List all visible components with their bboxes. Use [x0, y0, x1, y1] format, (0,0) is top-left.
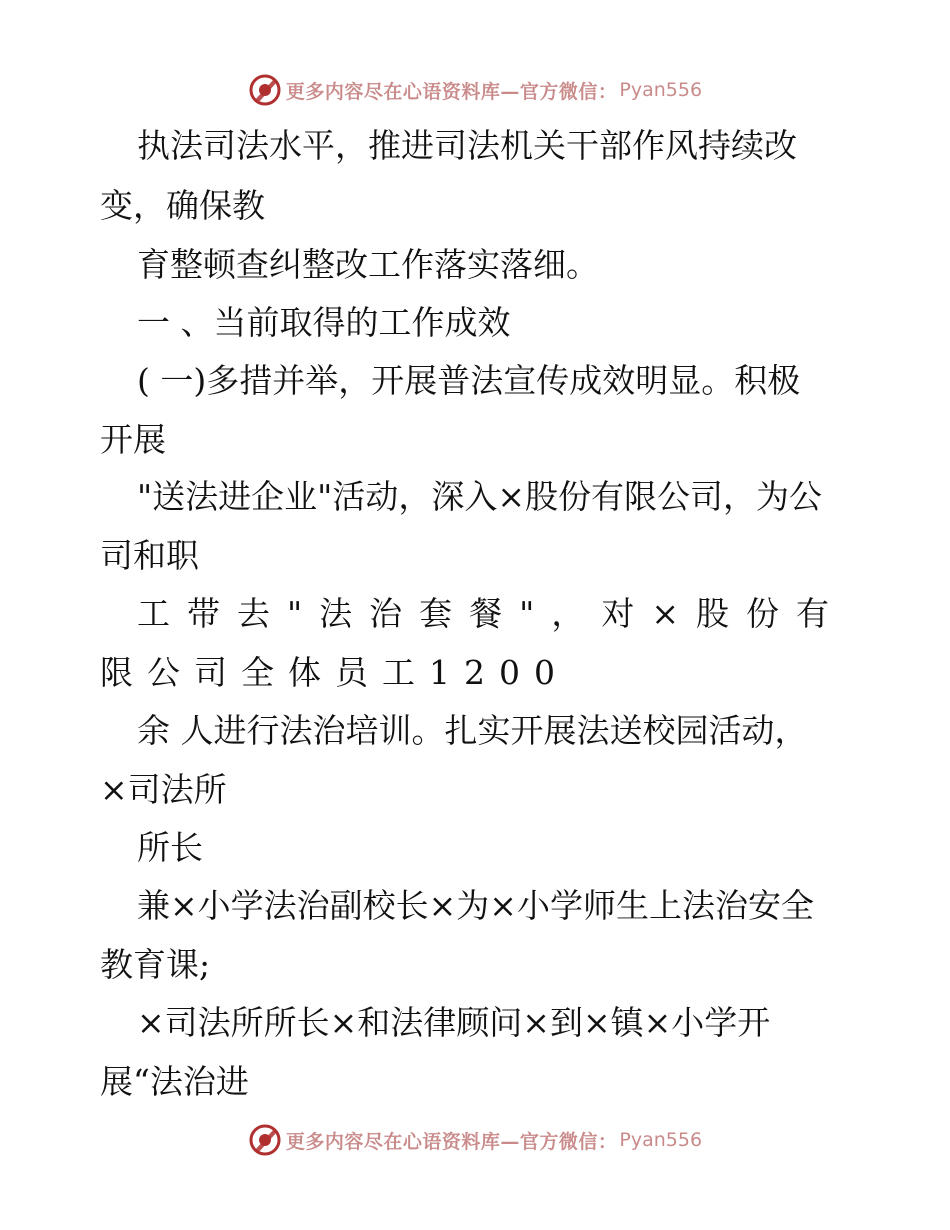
banner-wechat-id: Pyan556 [619, 1129, 703, 1151]
header-banner [0, 70, 950, 110]
body-line: 司和职 [100, 536, 199, 575]
banner-wechat-id: Pyan556 [619, 79, 703, 101]
body-line: 教育课; [100, 945, 211, 984]
banner-text: 更多内容尽在心语资料库—官方微信： [285, 1130, 618, 1153]
body-line: 变，确保教 [100, 186, 265, 225]
body-line: 开展 [100, 420, 166, 459]
body-line: 限公司全体员工1200 [100, 653, 569, 692]
body-line: 展“法治进 [100, 1062, 249, 1101]
body-line: 余 人进行法治培训。扎实开展法送校园活动， [137, 711, 808, 750]
body-line: 育整顿查纠整改工作落实落细。 [137, 245, 599, 284]
body-line: ( 一)多措并举，开展普法宣传成效明显。积极 [137, 361, 801, 400]
body-line: 兼×小学法治副校长×为×小学师生上法治安全 [137, 886, 814, 925]
quill-logo-icon [248, 73, 282, 107]
body-line: 工带去"法治套餐"，对×股份有 [137, 594, 847, 633]
body-line: ×司法所 [100, 770, 227, 809]
quill-logo-icon [248, 1123, 282, 1157]
body-line: ×司法所所长×和法律顾问×到×镇×小学开 [137, 1003, 771, 1042]
body-line: 所长 [137, 828, 203, 867]
footer-banner [0, 1120, 950, 1160]
section-heading: 一 、当前取得的工作成效 [137, 303, 511, 342]
body-line: "送法进企业"活动，深入×股份有限公司，为公 [137, 477, 823, 516]
banner-text: 更多内容尽在心语资料库—官方微信： [285, 80, 618, 103]
body-line: 执法司法水平，推进司法机关干部作风持续改 [137, 126, 797, 165]
